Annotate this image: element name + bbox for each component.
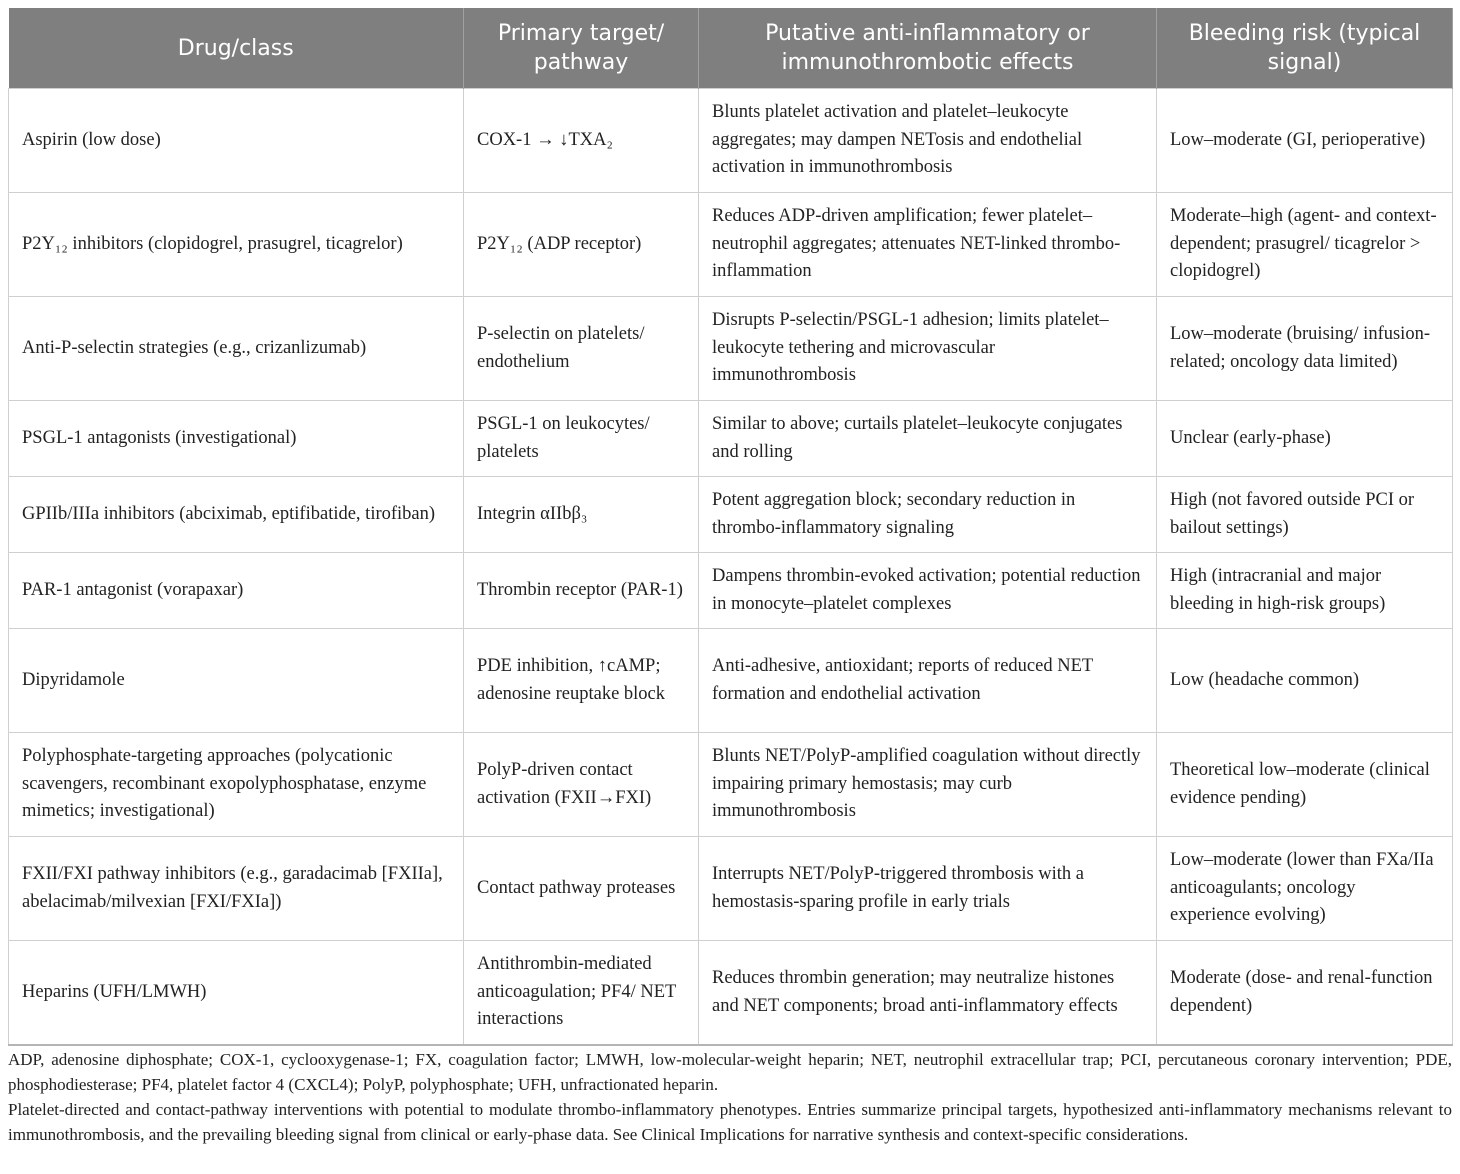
table-row <box>9 553 1453 629</box>
cell-effects: Blunts NET/PolyP-amplified coagulation without directly impairing primary hemostasis; may curb immunothrombosis <box>699 733 1157 837</box>
cell-effects: Disrupts P-selectin/PSGL-1 adhesion; limits platelet–leukocyte tethering and microvascular immunothrombosis <box>699 297 1157 401</box>
table-row <box>9 941 1453 1046</box>
cell-primary-target: PSGL-1 on leukocytes/ platelets <box>464 401 699 477</box>
table-row <box>9 629 1453 733</box>
cell-drug-class: Aspirin (low dose) <box>9 89 464 193</box>
cell-primary-target: Contact pathway proteases <box>464 837 699 941</box>
cell-drug-class: FXII/FXI pathway inhibitors (e.g., garadacimab [FXIIa], abelacimab/milvexian [FXI/FXIa]) <box>9 837 464 941</box>
cell-bleeding-risk: Moderate (dose- and renal-function dependent) <box>1157 941 1453 1046</box>
table-row <box>9 477 1453 553</box>
header-effects: Putative anti-inflammatory or immunothrombotic effects <box>699 8 1157 89</box>
table-row <box>9 297 1453 401</box>
cell-drug-class: Heparins (UFH/LMWH) <box>9 941 464 1046</box>
header-drug-class: Drug/class <box>9 8 464 89</box>
cell-bleeding-risk: Low–moderate (bruising/ infusion-related; oncology data limited) <box>1157 297 1453 401</box>
cell-bleeding-risk: Theoretical low–moderate (clinical evidence pending) <box>1157 733 1453 837</box>
cell-drug-class: Dipyridamole <box>9 629 464 733</box>
cell-bleeding-risk: High (intracranial and major bleeding in high-risk groups) <box>1157 553 1453 629</box>
table-row <box>9 89 1453 193</box>
header-row <box>9 8 1453 89</box>
cell-drug-class: PSGL-1 antagonists (investigational) <box>9 401 464 477</box>
cell-bleeding-risk: Unclear (early-phase) <box>1157 401 1453 477</box>
table-row <box>9 193 1453 297</box>
table-row <box>9 837 1453 941</box>
header-bleeding-risk: Bleeding risk (typical signal) <box>1157 8 1453 89</box>
cell-bleeding-risk: High (not favored outside PCI or bailout settings) <box>1157 477 1453 553</box>
cell-drug-class: PAR-1 antagonist (vorapaxar) <box>9 553 464 629</box>
table-row <box>9 733 1453 837</box>
cell-effects: Anti-adhesive, antioxidant; reports of reduced NET formation and endothelial activation <box>699 629 1157 733</box>
cell-effects: Reduces ADP-driven amplification; fewer platelet–neutrophil aggregates; attenuates NET-linked thrombo-inflammation <box>699 193 1157 297</box>
cell-effects: Reduces thrombin generation; may neutralize histones and NET components; broad anti-inflammatory effects <box>699 941 1157 1046</box>
cell-effects: Dampens thrombin-evoked activation; potential reduction in monocyte–platelet complexes <box>699 553 1157 629</box>
header-primary-target: Primary target/ pathway <box>464 8 699 89</box>
cell-effects: Similar to above; curtails platelet–leukocyte conjugates and rolling <box>699 401 1157 477</box>
cell-primary-target: COX-1 → ↓TXA₂ <box>464 89 699 193</box>
cell-primary-target: Integrin αIIbβ₃ <box>464 477 699 553</box>
cell-drug-class: P2Y₁₂ inhibitors (clopidogrel, prasugrel, ticagrelor) <box>9 193 464 297</box>
cell-bleeding-risk: Low–moderate (lower than FXa/IIa anticoagulants; oncology experience evolving) <box>1157 837 1453 941</box>
cell-primary-target: PolyP-driven contact activation (FXII→FXI) <box>464 733 699 837</box>
footnote-caption: Platelet-directed and contact-pathway interventions with potential to modulate thrombo-inflammatory phenotypes. Entries summarize principal targets, hypothesized anti-inflammatory mechanisms relevant to immunothrombosis, and the prevailing bleeding signal from clinical or early-phase data. See Clinical Implications for narrative synthesis and context-specific considerations. <box>8 1100 1452 1144</box>
cell-effects: Potent aggregation block; secondary reduction in thrombo-inflammatory signaling <box>699 477 1157 553</box>
cell-primary-target: Antithrombin-mediated anticoagulation; PF4/ NET interactions <box>464 941 699 1046</box>
cell-drug-class: Polyphosphate-targeting approaches (polycationic scavengers, recombinant exopolyphosphatase, enzyme mimetics; investigational) <box>9 733 464 837</box>
cell-drug-class: Anti-P-selectin strategies (e.g., crizanlizumab) <box>9 297 464 401</box>
cell-primary-target: P-selectin on platelets/ endothelium <box>464 297 699 401</box>
cell-primary-target: PDE inhibition, ↑cAMP; adenosine reuptake block <box>464 629 699 733</box>
table-row <box>9 401 1453 477</box>
cell-primary-target: Thrombin receptor (PAR-1) <box>464 553 699 629</box>
cell-bleeding-risk: Low (headache common) <box>1157 629 1453 733</box>
cell-primary-target: P2Y₁₂ (ADP receptor) <box>464 193 699 297</box>
cell-bleeding-risk: Low–moderate (GI, perioperative) <box>1157 89 1453 193</box>
cell-effects: Blunts platelet activation and platelet–leukocyte aggregates; may dampen NETosis and endothelial activation in immunothrombosis <box>699 89 1157 193</box>
cell-effects: Interrupts NET/PolyP-triggered thrombosis with a hemostasis-sparing profile in early trials <box>699 837 1157 941</box>
cell-drug-class: GPIIb/IIIa inhibitors (abciximab, eptifibatide, tirofiban) <box>9 477 464 553</box>
footnote-abbreviations: ADP, adenosine diphosphate; COX-1, cyclooxygenase-1; FX, coagulation factor; LMWH, low-molecular-weight heparin; NET, neutrophil extracellular trap; PCI, percutaneous coronary intervention; PDE, phosphodiesterase; PF4, platelet factor 4 (CXCL4); PolyP, polyphosphate; UFH, unfractionated heparin. <box>8 1050 1452 1094</box>
drug-table <box>8 8 1453 1046</box>
cell-bleeding-risk: Moderate–high (agent- and context-dependent; prasugrel/ ticagrelor > clopidogrel) <box>1157 193 1453 297</box>
